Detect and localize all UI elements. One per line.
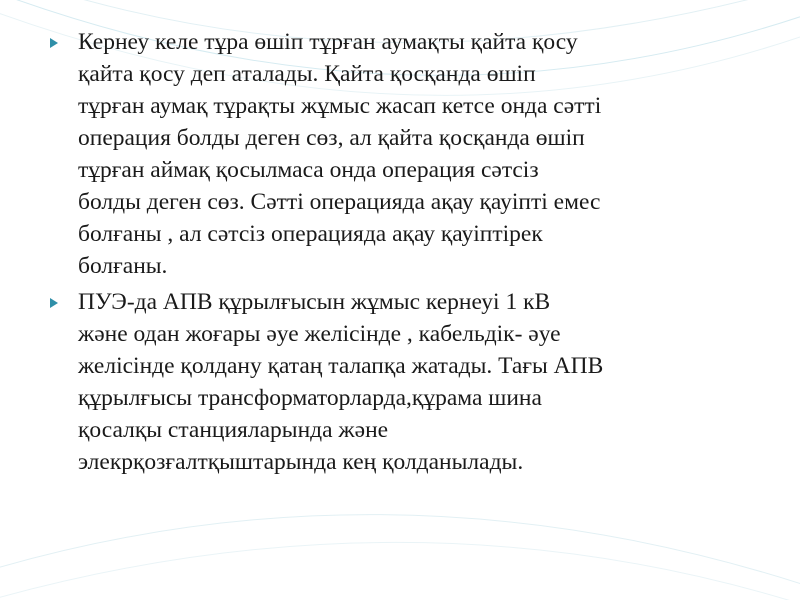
triangle-bullet-icon bbox=[50, 38, 58, 48]
bullet-line: ПУЭ-да АПВ құрылғысын жұмыс кернеуі 1 кВ bbox=[78, 289, 551, 315]
bullet-line: болғаны , ал сәтсіз операцияда ақау қауіптірек bbox=[78, 221, 543, 247]
bullet-item-1 bbox=[40, 26, 770, 282]
bullet-line: болғаны. bbox=[78, 253, 168, 279]
bullet-line: тұрған аймақ қосылмаса онда операция сәтсіз bbox=[78, 157, 539, 183]
triangle-bullet-icon bbox=[50, 298, 58, 308]
bullet-line: тұрған аумақ тұрақты жұмыс жасап кетсе онда сәтті bbox=[78, 93, 602, 119]
bullet-line: қосалқы станцияларында және bbox=[78, 417, 389, 443]
bullet-line: құрылғысы трансформаторларда,құрама шина bbox=[78, 385, 542, 411]
bullet-line: желісінде қолдану қатаң талапқа жатады. Тағы АПВ bbox=[78, 353, 604, 379]
bullet-line: операция болды деген сөз, ал қайта қосқанда өшіп bbox=[78, 125, 585, 151]
bullet-line: Кернеу келе тұра өшіп тұрған аумақты қайта қосу bbox=[78, 29, 578, 55]
bullet-line: элекрқозғалтқыштарында кең қолданылады. bbox=[78, 449, 524, 475]
bullet-line: қайта қосу деп аталады. Қайта қосқанда өшіп bbox=[78, 61, 536, 87]
bullet-line: және одан жоғары әуе желісінде , кабельдік- әуе bbox=[78, 321, 561, 347]
bullet-item-2 bbox=[40, 286, 770, 478]
slide-content bbox=[40, 26, 770, 482]
bullet-line: болды деген сөз. Сәтті операцияда ақау қауіпті емес bbox=[78, 189, 601, 215]
